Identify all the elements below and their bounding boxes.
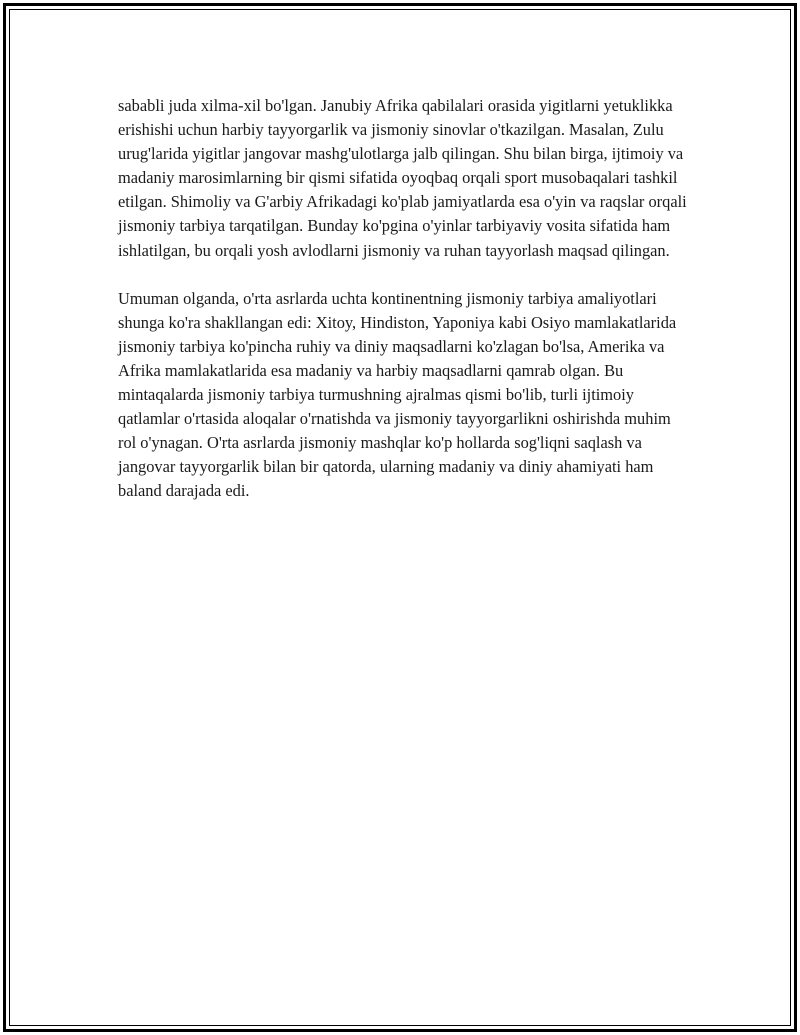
body-text bbox=[118, 94, 690, 528]
paragraph: Umuman olganda, o'rta asrlarda uchta kontinentning jismoniy tarbiya amaliyotlari shunga ko'ra shakllangan edi: Xitoy, Hindiston, Yaponiya kabi Osiyo mamlakatlarida jismoniy tarbiya ko'pincha ruhiy va diniy maqsadlarni ko'zlagan bo'lsa, Amerika va Afrika mamlakatlarida esa madaniy va harbiy maqsadlarni qamrab olgan. Bu mintaqalarda jismoniy tarbiya turmushning ajralmas qismi bo'lib, turli ijtimoiy qatlamlar o'rtasida aloqalar o'rnatishda va jismoniy tayyorgarlikni oshirishda muhim rol o'ynagan. O'rta asrlarda jismoniy mashqlar ko'p hollarda sog'liqni saqlash va jangovar tayyorgarlik bilan bir qatorda, ularning madaniy va diniy ahamiyati ham baland darajada edi. bbox=[118, 288, 677, 501]
paragraph: sababli juda xilma-xil bo'lgan. Janubiy Afrika qabilalari orasida yigitlarni yetuklikka erishishi uchun harbiy tayyorgarlik va jismoniy sinovlar o'tkazilgan. Masalan, Zulu urug'larida yigitlar jangovar mashg'ulotlarga jalb qilingan. Shu bilan birga, ijtimoiy va madaniy marosimlarning bir qismi sifatida oyoqbaq orqali sport musobaqalari tashkil etilgan. Shimoliy va G'arbiy Afrikadagi ko'plab jamiyatlarda esa o'yin va raqslar orqali jismoniy tarbiya tarqatilgan. Bunday ko'pgina o'yinlar tarbiyaviy vosita sifatida ham ishlatilgan, bu orqali yosh avlodlarni jismoniy va ruhan tayyorlash maqsad qilingan. bbox=[118, 96, 687, 260]
